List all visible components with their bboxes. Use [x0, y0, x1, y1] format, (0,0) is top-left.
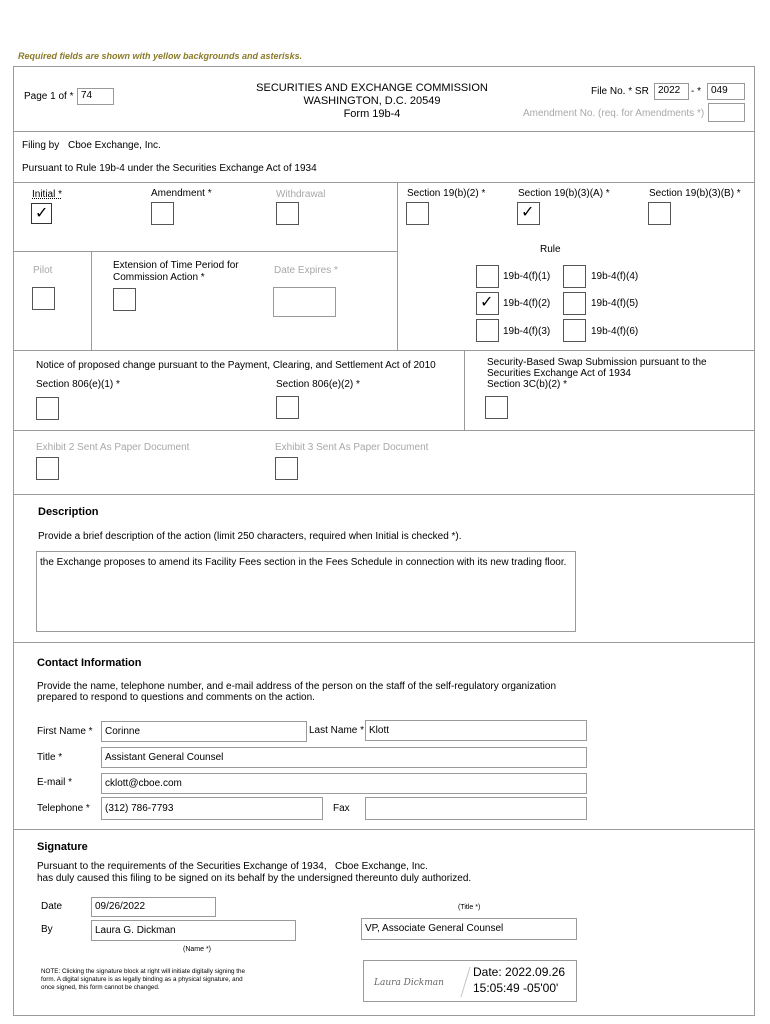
clearing-notice: Notice of proposed change pursuant to the Payment, Clearing, and Settlement Act of 2010	[36, 360, 436, 371]
swap-text-line1: Security-Based Swap Submission pursuant to the	[487, 357, 707, 368]
section-19b2-checkbox[interactable]	[406, 202, 429, 225]
signature-text-prefix: Pursuant to the requirements of the Securities Exchange of 1934,	[37, 861, 327, 872]
signature-date-line1: Date: 2022.09.26	[473, 965, 566, 979]
form-name: Form 19b-4	[343, 108, 401, 120]
withdrawal-checkbox[interactable]	[276, 202, 299, 225]
agency-name: SECURITIES AND EXCHANGE COMMISSION	[256, 82, 488, 94]
signature-divider-mark	[458, 965, 474, 999]
telephone-label: Telephone *	[37, 803, 90, 814]
section-3c-checkbox[interactable]	[485, 396, 508, 419]
rule-f5-checkbox[interactable]	[563, 292, 586, 315]
section-3c-label: Section 3C(b)(2) *	[487, 379, 568, 390]
pilot-label: Pilot	[33, 265, 53, 276]
page-total-field[interactable]: 74	[77, 88, 114, 105]
by-name-field[interactable]: Laura G. Dickman	[91, 920, 296, 941]
description-title: Description	[38, 506, 99, 518]
title-label: Title *	[37, 752, 63, 763]
filing-by-label: Filing by	[22, 140, 60, 151]
amendment-checkbox[interactable]	[151, 202, 174, 225]
exhibit2-checkbox[interactable]	[36, 457, 59, 480]
email-label: E-mail *	[37, 777, 73, 788]
rule-f1-label: 19b-4(f)(1)	[503, 271, 551, 282]
rule-f2-label: 19b-4(f)(2)	[503, 298, 551, 309]
date-expires-field[interactable]	[273, 287, 336, 317]
section-806e2-label: Section 806(e)(2) *	[276, 379, 360, 390]
fax-label: Fax	[333, 803, 350, 814]
date-label: Date	[41, 901, 63, 912]
extension-checkbox[interactable]	[113, 288, 136, 311]
checkmark-icon: ✓	[35, 205, 49, 222]
signature-text-line2: has duly caused this filing to be signed on its behalf by the undersigned thereunto duly authorized.	[37, 873, 472, 884]
signature-image: Laura Dickman	[374, 978, 444, 988]
first-name-label: First Name *	[37, 726, 93, 737]
amendment-label: Amendment No. (req. for Amendments *)	[523, 108, 705, 119]
rule-f6-label: 19b-4(f)(6)	[591, 326, 639, 337]
checkmark-icon: ✓	[521, 204, 535, 221]
section-806e1-label: Section 806(e)(1) *	[36, 379, 120, 390]
signer-title-field[interactable]: VP, Associate General Counsel	[361, 918, 577, 940]
section-806e1-checkbox[interactable]	[36, 397, 59, 420]
file-year-field[interactable]: 2022	[654, 83, 689, 100]
required-fields-note: Required fields are shown with yellow backgrounds and asterisks.	[18, 51, 303, 61]
email-field[interactable]: cklott@cboe.com	[101, 773, 587, 794]
rule-f2-checkbox[interactable]	[476, 292, 499, 315]
signature-note-line1: NOTE: Clicking the signature block at right will initiate digitally signing the	[41, 968, 246, 975]
filer-name: Cboe Exchange, Inc.	[68, 140, 161, 151]
name-caption: (Name *)	[183, 946, 212, 953]
amendment-checkbox-label: Amendment *	[151, 188, 212, 199]
rule-f5-label: 19b-4(f)(5)	[591, 298, 639, 309]
file-no-label: File No. * SR	[591, 86, 649, 97]
rule-f3-checkbox[interactable]	[476, 319, 499, 342]
signature-note-line3: once signed, this form cannot be changed.	[41, 984, 160, 991]
file-number-field[interactable]: 049	[707, 83, 745, 100]
signature-note-line2: form. A digital signature is as legally binding as a physical signature, and	[41, 976, 243, 983]
signature-org: Cboe Exchange, Inc.	[335, 861, 428, 872]
section-19b3a-label: Section 19(b)(3)(A) *	[518, 188, 610, 199]
rule-f4-checkbox[interactable]	[563, 265, 586, 288]
signature-date-field[interactable]: 09/26/2022	[91, 897, 216, 917]
section-19b2-label: Section 19(b)(2) *	[407, 188, 486, 199]
exhibit2-label: Exhibit 2 Sent As Paper Document	[36, 442, 190, 453]
signature-date-line2: 15:05:49 -05'00'	[473, 981, 559, 995]
description-instructions: Provide a brief description of the action (limit 250 characters, required when Initial is checked *).	[38, 531, 462, 542]
last-name-field[interactable]: Klott	[365, 720, 587, 741]
signature-title: Signature	[37, 841, 88, 853]
first-name-field[interactable]: Corinne	[101, 721, 307, 742]
section-19b3a-checkbox[interactable]	[517, 202, 540, 225]
exhibit3-label: Exhibit 3 Sent As Paper Document	[275, 442, 429, 453]
rule-f4-label: 19b-4(f)(4)	[591, 271, 639, 282]
extension-label-line1: Extension of Time Period for	[113, 260, 239, 271]
checkmark-icon: ✓	[480, 294, 494, 311]
amendment-no-field[interactable]	[708, 103, 745, 122]
swap-text-line2: Securities Exchange Act of 1934	[487, 368, 631, 379]
fax-field[interactable]	[365, 797, 587, 820]
telephone-field[interactable]: (312) 786-7793	[101, 797, 323, 820]
withdrawal-label: Withdrawal	[276, 189, 326, 200]
exhibit3-checkbox[interactable]	[275, 457, 298, 480]
description-field[interactable]: the Exchange proposes to amend its Facility Fees section in the Fees Schedule in connection with its new trading floor.	[36, 551, 576, 632]
initial-label: Initial *	[32, 189, 63, 200]
contact-instructions-line1: Provide the name, telephone number, and e-mail address of the person on the staff of the self-regulatory organization	[37, 681, 557, 692]
page-label: Page 1 of *	[24, 91, 74, 102]
rule-f1-checkbox[interactable]	[476, 265, 499, 288]
agency-address: WASHINGTON, D.C. 20549	[303, 95, 441, 107]
title-field[interactable]: Assistant General Counsel	[101, 747, 587, 768]
pursuant-rule-text: Pursuant to Rule 19b-4 under the Securities Exchange Act of 1934	[22, 163, 317, 174]
date-expires-label: Date Expires *	[274, 265, 338, 276]
contact-title: Contact Information	[37, 657, 142, 669]
rule-f3-label: 19b-4(f)(3)	[503, 326, 551, 337]
pilot-checkbox[interactable]	[32, 287, 55, 310]
section-19b3b-label: Section 19(b)(3)(B) *	[649, 188, 741, 199]
section-19b3b-checkbox[interactable]	[648, 202, 671, 225]
initial-checkbox[interactable]	[31, 203, 52, 224]
section-806e2-checkbox[interactable]	[276, 396, 299, 419]
contact-instructions-line2: prepared to respond to questions and comments on the action.	[37, 692, 315, 703]
last-name-label: Last Name *	[309, 725, 365, 736]
file-separator: - *	[691, 86, 701, 97]
by-label: By	[41, 924, 53, 935]
rule-f6-checkbox[interactable]	[563, 319, 586, 342]
rule-title: Rule	[540, 244, 561, 255]
digital-signature-block[interactable]	[363, 960, 577, 1002]
title-caption: (Title *)	[458, 904, 481, 911]
extension-label-line2: Commission Action *	[113, 272, 205, 283]
